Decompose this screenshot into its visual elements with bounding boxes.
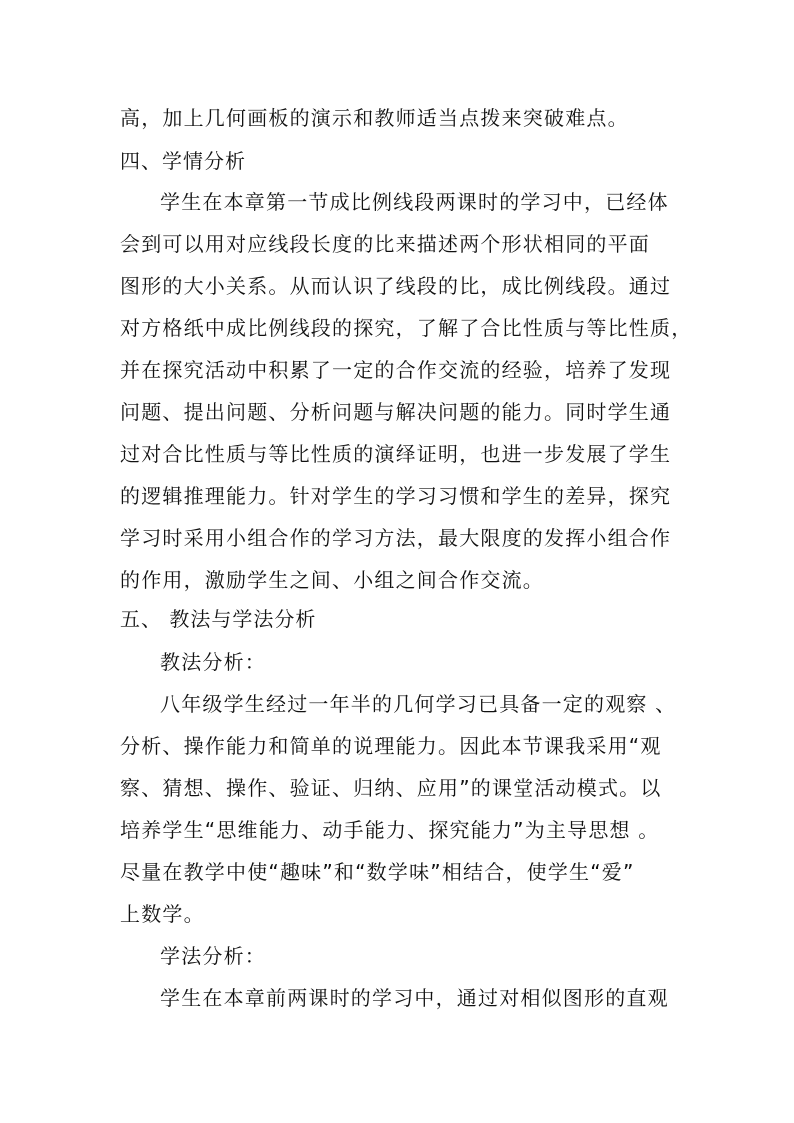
paragraph-line: 的作用，激励学生之间、小组之间合作交流。	[120, 568, 544, 592]
paragraph-line: 学习时采用小组合作的学习方法，最大限度的发挥小组合作	[120, 526, 672, 550]
section-heading-learning-analysis: 四、学情分析	[120, 149, 246, 173]
paragraph-line: 学生在本章前两课时的学习中，通过对相似图形的直观	[160, 986, 669, 1010]
paragraph-line: 学生在本章第一节成比例线段两课时的学习中，已经体	[160, 190, 669, 214]
paragraph-line: 过对合比性质与等比性质的演绎证明，也进一步发展了学生	[120, 442, 672, 466]
paragraph-line: 察、猜想、操作、验证、归纳、应用”的课堂活动模式。以	[120, 776, 662, 800]
paragraph-line: 上数学。	[120, 902, 205, 926]
paragraph-line: 对方格纸中成比例线段的探究，了解了合比性质与等比性质，	[120, 316, 693, 340]
paragraph-line: 高，加上几何画板的演示和教师适当点拨来突破难点。	[120, 106, 629, 130]
paragraph-line: 培养学生“思维能力、动手能力、探究能力”为主导思想 。	[120, 818, 660, 842]
paragraph-line: 并在探究活动中积累了一定的合作交流的经验，培养了发现	[120, 358, 672, 382]
paragraph-line: 会到可以用对应线段长度的比来描述两个形状相同的平面	[120, 232, 650, 256]
paragraph-line: 尽量在教学中使“趣味”和“数学味”相结合，使学生“爱”	[120, 860, 635, 884]
paragraph-line: 分析、操作能力和简单的说理能力。因此本节课我采用“观	[120, 734, 662, 758]
subheading-learning-method: 学法分析：	[160, 944, 266, 968]
paragraph-line: 八年级学生经过一年半的几何学习已具备一定的观察 、	[160, 692, 677, 716]
paragraph-line: 的逻辑推理能力。针对学生的学习习惯和学生的差异，探究	[120, 484, 672, 508]
paragraph-line: 图形的大小关系。从而认识了线段的比，成比例线段。通过	[120, 274, 672, 298]
section-heading-teaching-methods: 五、 教法与学法分析	[120, 607, 317, 631]
subheading-teaching-method: 教法分析：	[160, 650, 266, 674]
paragraph-line: 问题、提出问题、分析问题与解决问题的能力。同时学生通	[120, 400, 672, 424]
